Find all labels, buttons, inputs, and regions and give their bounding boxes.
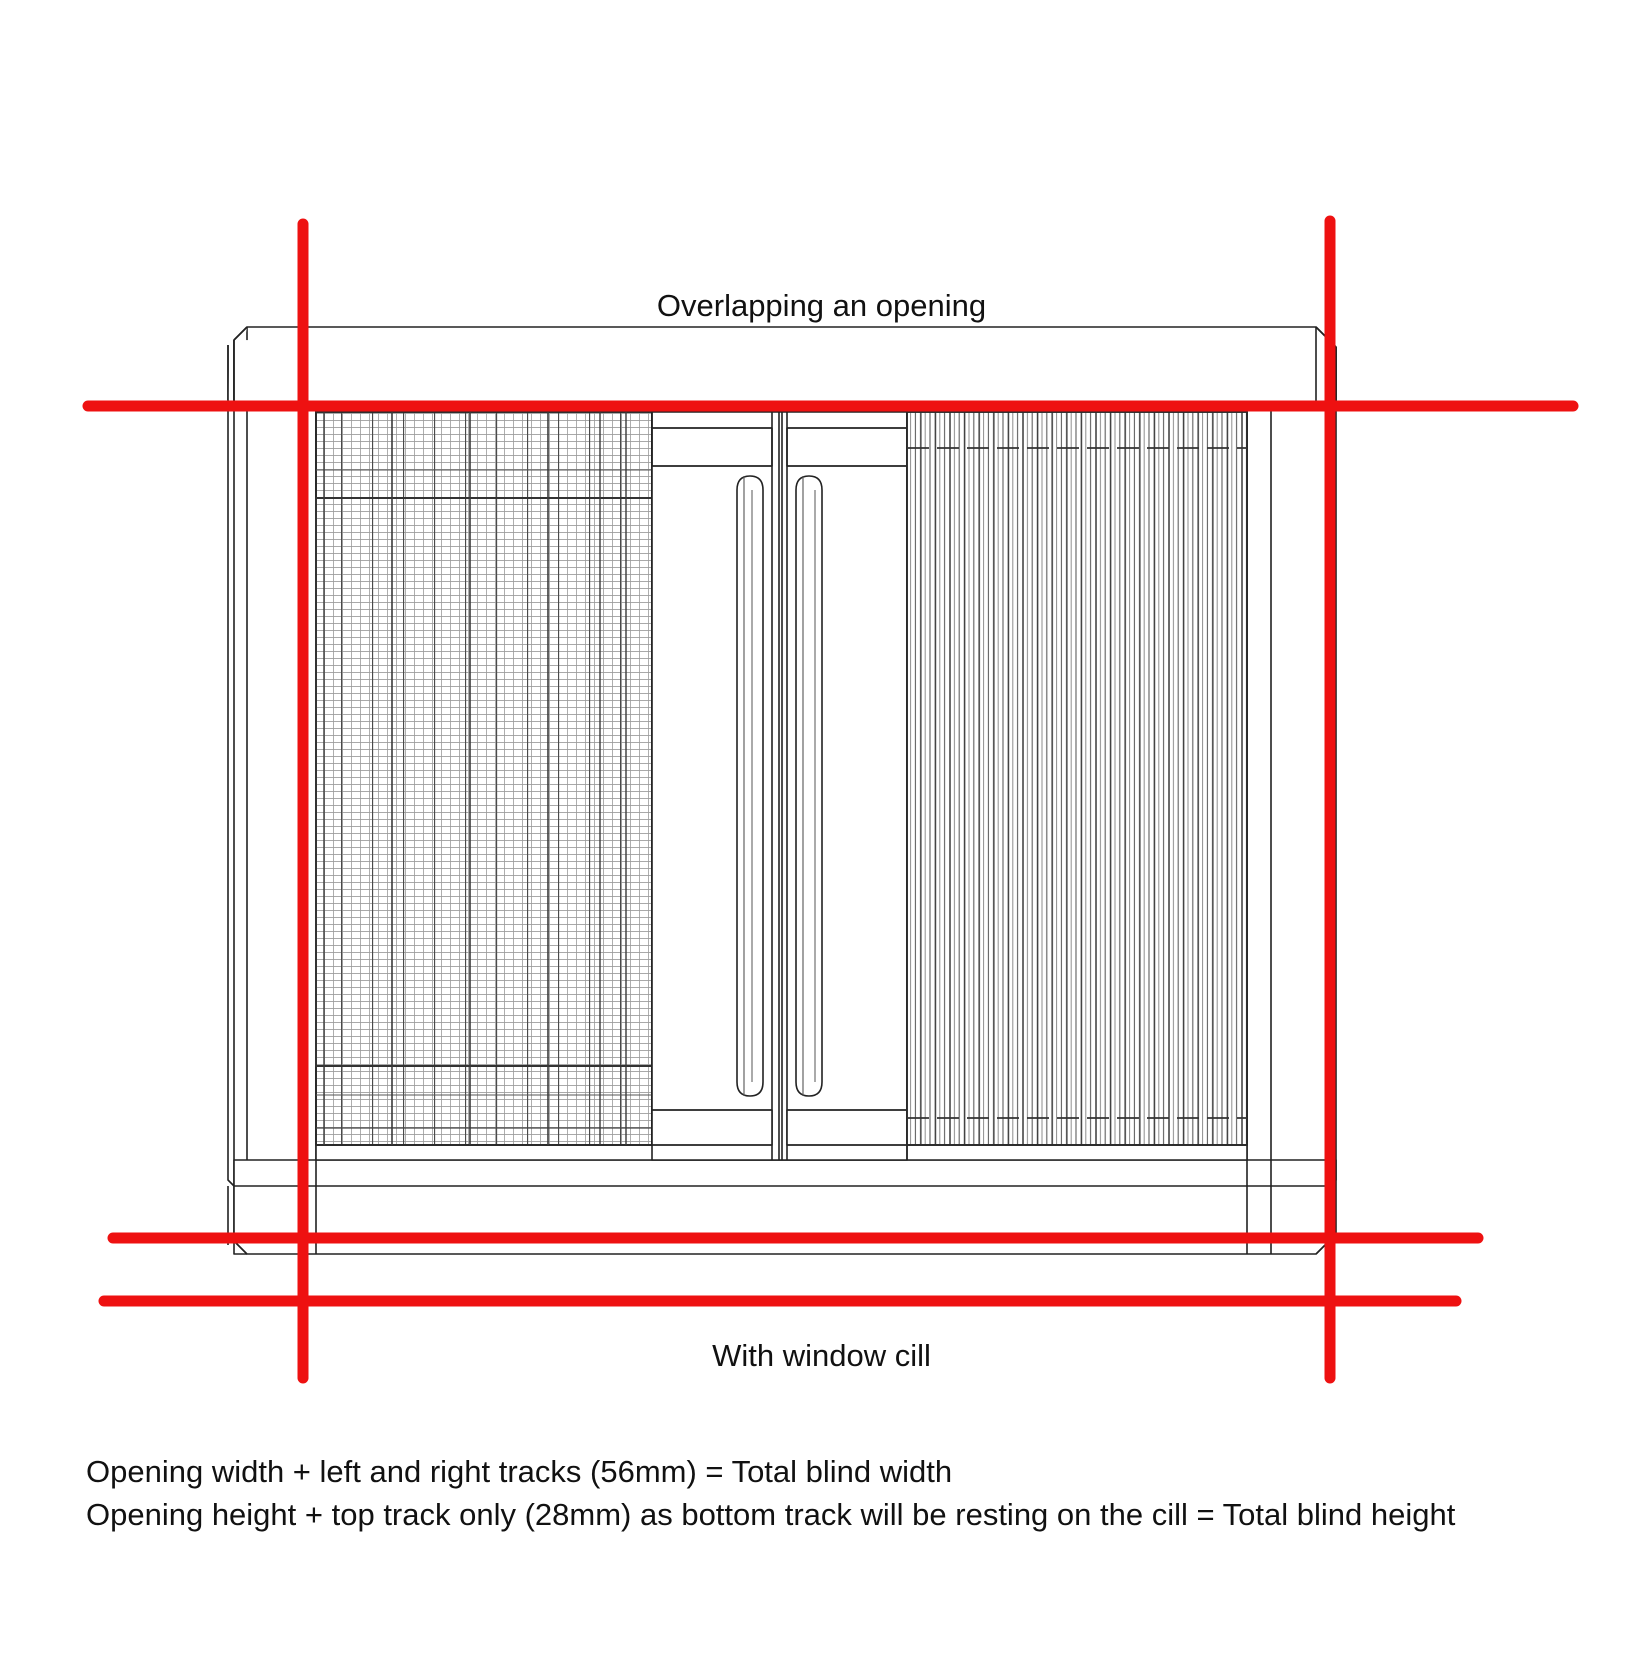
cill-subtitle-label: With window cill xyxy=(712,1338,931,1373)
frame-right-jamb xyxy=(1247,327,1336,1186)
caption-block xyxy=(86,1450,1606,1536)
vertical-blind-panel xyxy=(907,412,1247,1145)
caption-line-width: Opening width + left and right tracks (56mm) = Total blind width xyxy=(86,1454,953,1489)
mesh-screen-panel xyxy=(316,412,652,1145)
centre-glazed-section xyxy=(652,412,907,1160)
diagram-title: Overlapping an opening xyxy=(656,288,987,323)
caption-line-height: Opening height + top track only (28mm) as bottom track will be resting on the cill = Total blind height xyxy=(86,1497,1456,1532)
